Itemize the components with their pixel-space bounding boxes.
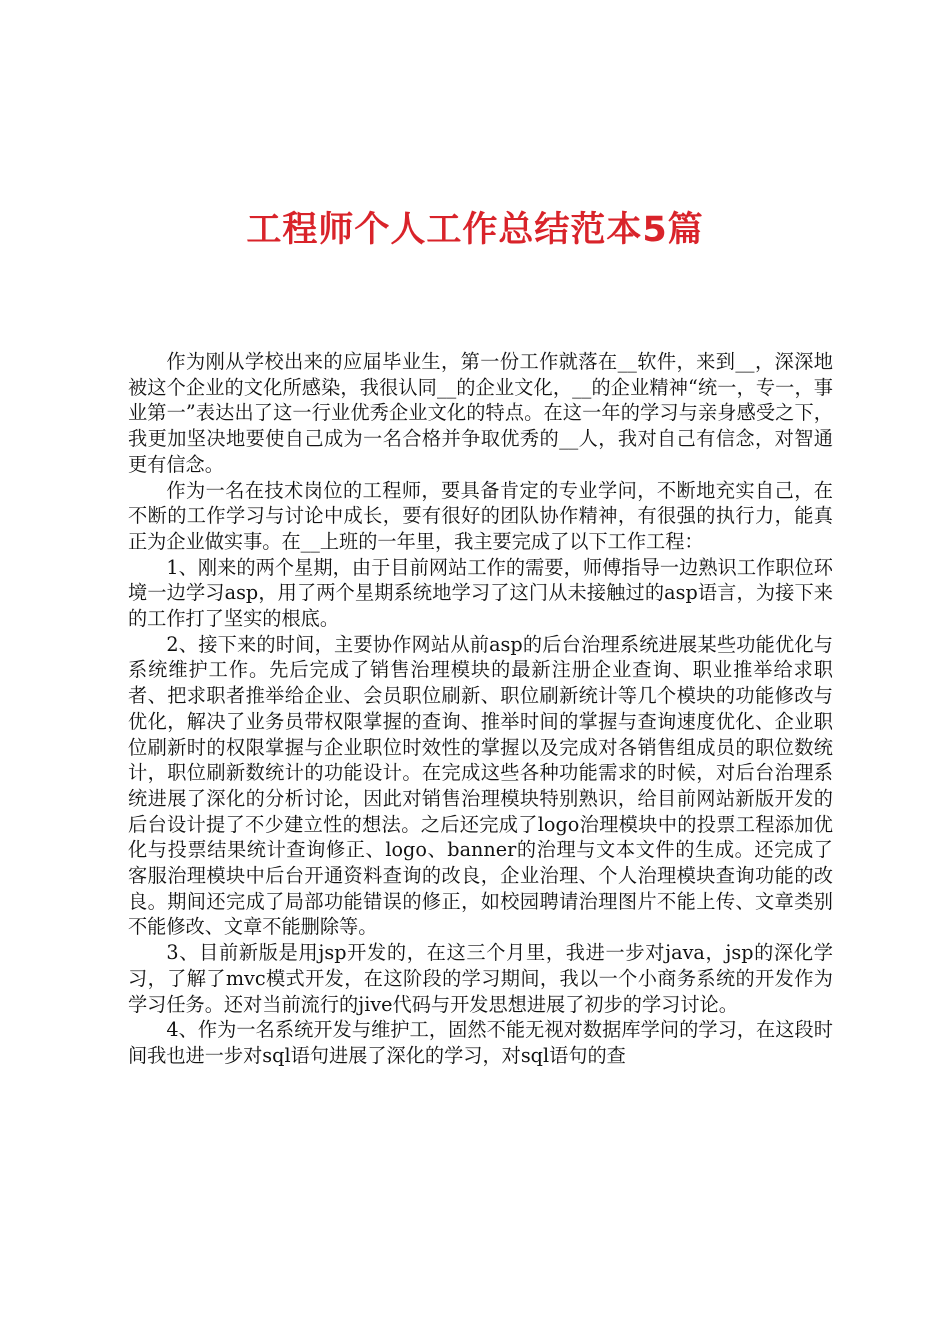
document-body xyxy=(128,349,833,1069)
paragraph-item-3: 3、目前新版是用jsp开发的，在这三个月里，我进一步对java，jsp的深化学习，了解了mvc模式开发，在这阶段的学习期间，我以一个小商务系统的开发作为学习任务。还对当前流行的jive代码与开发思想进展了初步的学习讨论。 xyxy=(128,941,833,1016)
paragraph-intro: 作为刚从学校出来的应届毕业生，第一份工作就落在__软件，来到__，深深地被这个企业的文化所感染，我很认同__的企业文化，__的企业精神“统一，专一，事业第一”表达出了这一行业优秀企业文化的特点。在这一年的学习与亲身感受之下，我更加坚决地要使自己成为一名合格并争取优秀的__人，我对自己有信念，对智通更有信念。 xyxy=(128,350,833,476)
paragraph-item-2: 2、接下来的时间，主要协作网站从前asp的后台治理系统进展某些功能优化与系统维护工作。先后完成了销售治理模块的最新注册企业查询、职业推举给求职者、把求职者推举给企业、会员职位刷新、职位刷新统计等几个模块的功能修改与优化，解决了业务员带权限掌握的查询、推举时间的掌握与查询速度优化、企业职位刷新时的权限掌握与企业职位时效性的掌握以及完成对各销售组成员的职位数统计，职位刷新数统计的功能设计。在完成这些各种功能需求的时候，对后台治理系统进展了深化的分析讨论，因此对销售治理模块特别熟识，给目前网站新版开发的后台设计提了不少建立性的想法。之后还完成了logo治理模块中的投票工程添加优化与投票结果统计查询修正、logo、banner的治理与文本文件的生成。还完成了客服治理模块中后台开通资料查询的改良，企业治理、个人治理模块查询功能的改良。期间还完成了局部功能错误的修正，如校园聘请治理图片不能上传、文章类别不能修改、文章不能删除等。 xyxy=(128,632,833,939)
paragraph-item-4: 4、作为一名系统开发与维护工，固然不能无视对数据库学问的学习，在这段时间我也进一步对sql语句进展了深化的学习，对sql语句的查 xyxy=(128,1018,833,1067)
document-title: 工程师个人工作总结范本5篇 xyxy=(246,210,704,250)
paragraph-role: 作为一名在技术岗位的工程师，要具备肯定的专业学问，不断地充实自己，在不断的工作学习与讨论中成长，要有很好的团队协作精神，有很强的执行力，能真正为企业做实事。在__上班的一年里，我主要完成了以下工作工程： xyxy=(128,478,833,553)
paragraph-item-1: 1、刚来的两个星期，由于目前网站工作的需要，师傅指导一边熟识工作职位环境一边学习asp，用了两个星期系统地学习了这门从未接触过的asp语言，为接下来的工作打了坚实的根底。 xyxy=(128,555,833,631)
